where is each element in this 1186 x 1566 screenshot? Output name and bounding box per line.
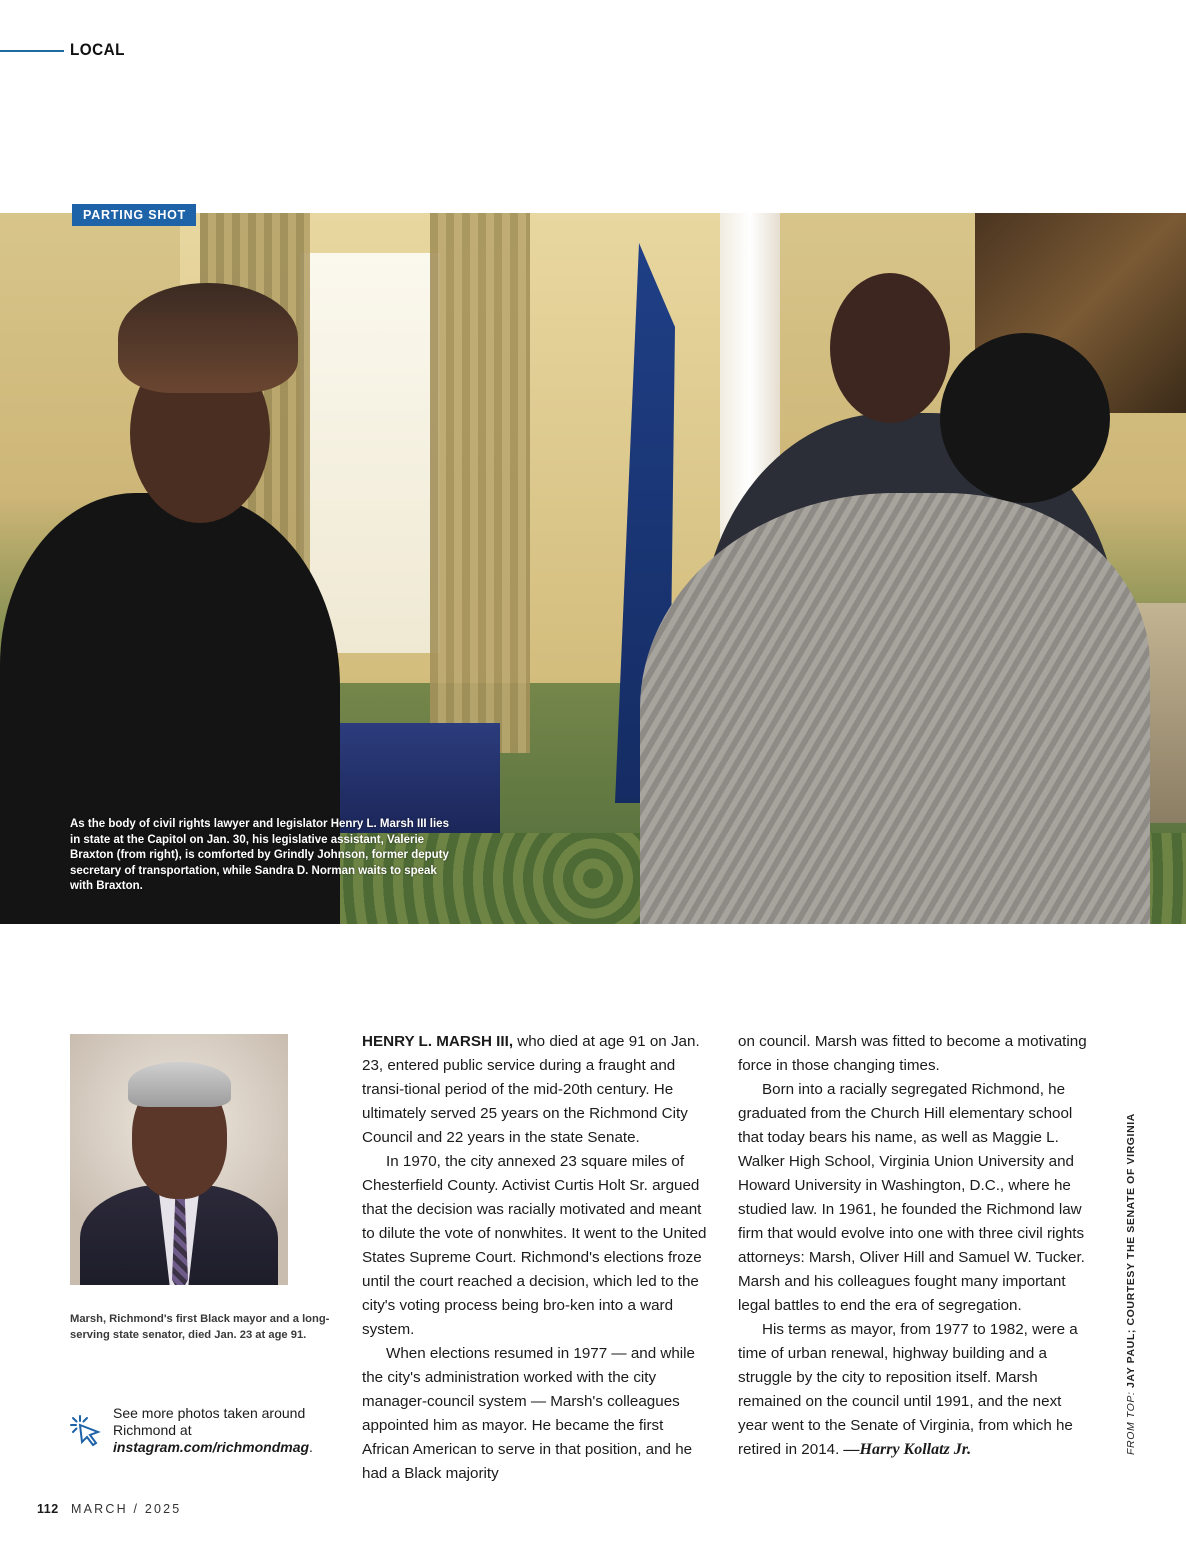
article-paragraph-3-continued: on council. Marsh was fitted to become a motivating force in those changing times. xyxy=(738,1033,1087,1074)
issue-date: MARCH / 2025 xyxy=(71,1502,182,1516)
promo-line: See more photos taken around Richmond at xyxy=(113,1405,306,1438)
article-column-1 xyxy=(362,1030,714,1486)
page-number: 112 xyxy=(37,1502,59,1516)
instagram-link[interactable]: instagram.com/richmondmag xyxy=(113,1439,310,1455)
article-paragraph-4: Born into a racially segregated Richmond, he graduated from the Church Hill elementary school that today bears his name, as well as Maggie L. Walker High School, Virginia Union University and Howard University in Washington, D.C., where he studied law. In 1961, he founded the Richmond law firm that would evolve into one with three civil rights attorneys: Marsh, Oliver Hill and Samuel W. Tucker. Marsh and his colleagues fought many important legal battles to end the era of segregation. xyxy=(738,1081,1085,1314)
parting-shot-badge: PARTING SHOT xyxy=(72,204,196,226)
photo-credit xyxy=(1125,1113,1137,1455)
article-paragraph-5-text: His terms as mayor, from 1977 to 1982, were a time of urban renewal, highway building and a struggle by the city to reposition itself. Marsh remained on the council until 1991, and the next year went to the Senate of Virginia, from which he retired in 2014. xyxy=(738,1321,1078,1458)
marsh-portrait-photo xyxy=(70,1034,288,1285)
article-paragraph-5 xyxy=(738,1318,1090,1462)
photo-credit-text: JAY PAUL; COURTESY THE SENATE OF VIRGINIA xyxy=(1125,1113,1137,1388)
portrait-caption: Marsh, Richmond's first Black mayor and a long-serving state senator, died Jan. 23 at age 91. xyxy=(70,1313,330,1341)
article-paragraph-2: In 1970, the city annexed 23 square miles of Chesterfield County. Activist Curtis Holt Sr. argued that the decision was racially motivated and meant to dilute the vote of nonwhites. It went to the United States Supreme Court. Richmond's elections froze until the court reached a decision, which led to the city's voting process being bro-ken into a ward system. xyxy=(362,1153,707,1338)
article-column-2 xyxy=(738,1030,1090,1462)
photo-credit-label: FROM TOP: xyxy=(1125,1387,1137,1455)
article-paragraph-3: When elections resumed in 1977 — and while the city's administration worked with the city manager-council system — Marsh's colleagues appointed him as mayor. He became the first African American to serve in that position, and he had a Black majority xyxy=(362,1345,695,1482)
article-lead: HENRY L. MARSH III, xyxy=(362,1033,514,1050)
cursor-click-icon xyxy=(68,1414,104,1450)
instagram-promo xyxy=(113,1405,343,1456)
section-label: LOCAL xyxy=(70,40,125,59)
section-rule xyxy=(0,50,64,52)
promo-period: . xyxy=(309,1439,313,1455)
article-paragraph-1 xyxy=(362,1030,714,1150)
byline: —Harry Kollatz Jr. xyxy=(843,1441,972,1458)
hero-caption: As the body of civil rights lawyer and legislator Henry L. Marsh III lies in state at the Capitol on Jan. 30, his legislative assistant, Valerie Braxton (from right), is comforted by Grindly Johnson, former deputy secretary of transportation, while Sandra D. Norman waits to speak with Braxton. xyxy=(70,818,449,892)
article-paragraph-1-text: who died at age 91 on Jan. 23, entered public service during a fraught and transi-tional period of the mid-20th century. He ultimately served 25 years on the Richmond City Council and 22 years in the state Senate. xyxy=(362,1033,700,1146)
